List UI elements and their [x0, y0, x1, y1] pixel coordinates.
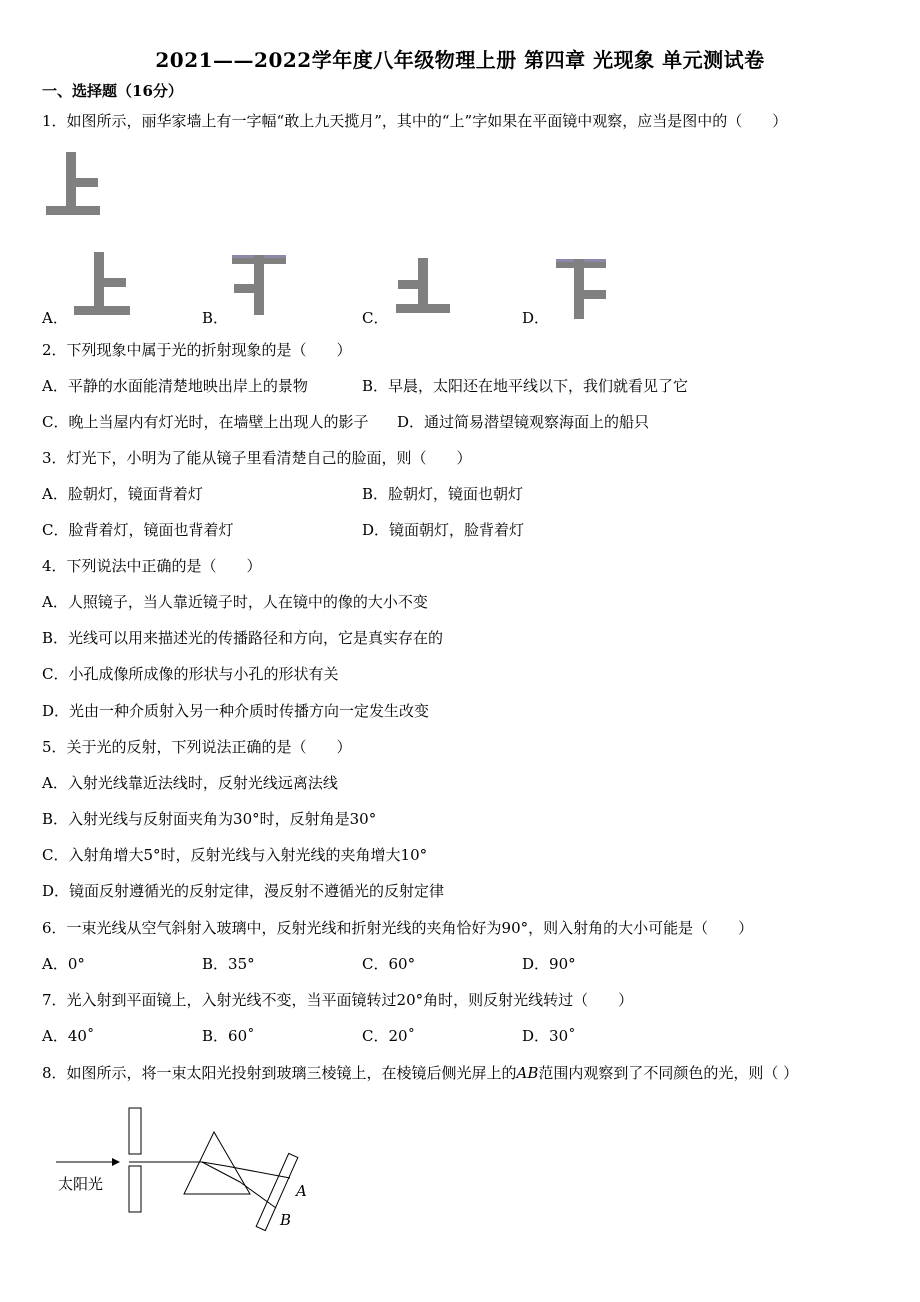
- glass-prism: [184, 1132, 250, 1194]
- q4-option-d[interactable]: D．光由一种介质射入另一种介质时传播方向一定发生改变: [42, 702, 430, 720]
- page-title: 2021——2022学年度八年级物理上册 第四章 光现象 单元测试卷: [155, 48, 765, 72]
- q7-stem: 7．光入射到平面镜上，入射光线不变，当平面镜转过20°角时，则反射光线转过（ ）: [42, 991, 634, 1009]
- section-heading: 一、选择题（16分）: [42, 82, 183, 100]
- q8-stem-pre: 8．如图所示，将一束太阳光投射到玻璃三棱镜上，在棱镜后侧光屏上的: [42, 1064, 517, 1082]
- slit-plate-lower: [129, 1166, 141, 1212]
- q1-option-b-glyph[interactable]: [232, 254, 292, 320]
- q3-stem: 3．灯光下，小明为了能从镜子里看清楚自己的脸面，则（ ）: [42, 449, 472, 467]
- q4-option-b[interactable]: B．光线可以用来描述光的传播路径和方向，它是真实存在的: [42, 629, 444, 647]
- q2-option-b[interactable]: B．早晨，太阳还在地平线以下，我们就看见了它: [362, 377, 689, 395]
- q4-option-c[interactable]: C．小孔成像所成像的形状与小孔的形状有关: [42, 665, 339, 683]
- q7-option-a[interactable]: A．40˚: [42, 1027, 95, 1045]
- q6-stem: 6．一束光线从空气斜射入玻璃中，反射光线和折射光线的夹角恰好为90°，则入射角的大小可能是（ ）: [42, 919, 754, 937]
- q1-option-c-label: C．: [362, 309, 389, 327]
- q2-option-c[interactable]: C．晚上当屋内有灯光时，在墙壁上出现人的影子: [42, 413, 369, 431]
- q6-option-d[interactable]: D．90°: [522, 955, 576, 973]
- q1-option-b-label: B．: [202, 309, 229, 327]
- q1-original-glyph: [44, 150, 104, 218]
- q4-option-a[interactable]: A．人照镜子，当人靠近镜子时，人在镜中的像的大小不变: [42, 593, 428, 611]
- q5-option-d[interactable]: D．镜面反射遵循光的反射定律，漫反射不遵循光的反射定律: [42, 882, 445, 900]
- sunlight-label: 太阳光: [58, 1175, 104, 1193]
- q1-option-a-label: A．: [42, 309, 68, 327]
- q3-option-c[interactable]: C．脸背着灯，镜面也背着灯: [42, 521, 234, 539]
- q6-option-c[interactable]: C．60°: [362, 955, 416, 973]
- q1-option-d-label: D．: [522, 309, 550, 327]
- q1-option-d-glyph[interactable]: [556, 258, 616, 322]
- q8-stem-post: 范围内观察到了不同颜色的光，则（ ）: [538, 1064, 799, 1082]
- q5-option-a[interactable]: A．入射光线靠近法线时，反射光线远离法线: [42, 774, 338, 792]
- q1-option-c-glyph[interactable]: [396, 258, 456, 318]
- q3-option-d[interactable]: D．镜面朝灯，脸背着灯: [362, 521, 525, 539]
- q8-stem-ab: AB: [516, 1064, 539, 1082]
- q5-stem: 5．关于光的反射，下列说法正确的是（ ）: [42, 738, 352, 756]
- q2-option-d[interactable]: D．通过简易潜望镜观察海面上的船只: [397, 413, 650, 431]
- q1-option-a-glyph[interactable]: [74, 252, 134, 316]
- screen-label-a: A: [296, 1182, 307, 1200]
- q8-stem: [42, 1062, 798, 1084]
- slit-plate-upper: [129, 1108, 141, 1154]
- q5-option-b[interactable]: B．入射光线与反射面夹角为30°时，反射角是30°: [42, 810, 377, 828]
- q2-option-a[interactable]: A．平静的水面能清楚地映出岸上的景物: [42, 377, 308, 395]
- q6-option-b[interactable]: B．35°: [202, 955, 255, 973]
- q3-option-a[interactable]: A．脸朝灯，镜面背着灯: [42, 485, 203, 503]
- light-screen: [256, 1153, 298, 1230]
- q7-option-d[interactable]: D．30˚: [522, 1027, 576, 1045]
- q6-option-a[interactable]: A．0°: [42, 955, 85, 973]
- q5-option-c[interactable]: C．入射角增大5°时，反射光线与入射光线的夹角增大10°: [42, 846, 428, 864]
- q2-stem: 2．下列现象中属于光的折射现象的是（ ）: [42, 341, 352, 359]
- q7-option-c[interactable]: C．20˚: [362, 1027, 416, 1045]
- q4-stem: 4．下列说法中正确的是（ ）: [42, 557, 262, 575]
- prism-diagram: [50, 1100, 330, 1240]
- screen-label-b: B: [280, 1211, 292, 1229]
- q3-option-b[interactable]: B．脸朝灯，镜面也朝灯: [362, 485, 524, 503]
- q1-stem: 1．如图所示，丽华家墙上有一字幅“敢上九天揽月”，其中的“上”字如果在平面镜中观察，应当是图中的（ ）: [42, 112, 788, 130]
- q7-option-b[interactable]: B．60˚: [202, 1027, 255, 1045]
